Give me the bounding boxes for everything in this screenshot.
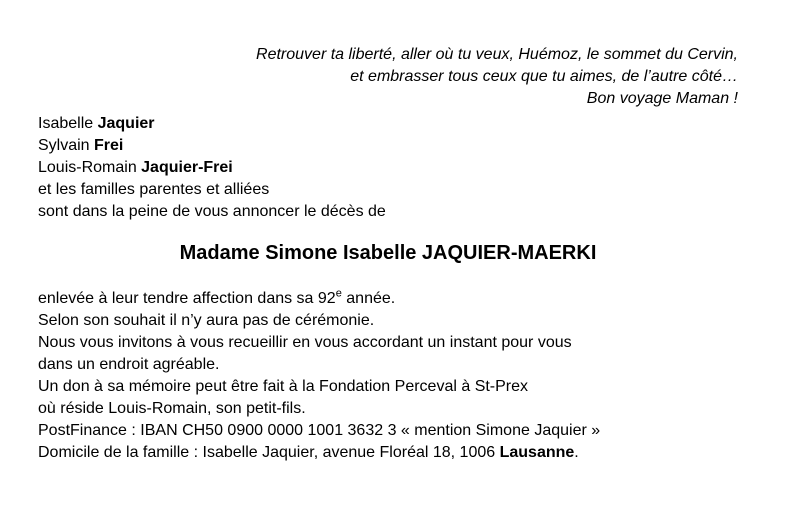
announcer-last-name: Frei bbox=[94, 137, 124, 154]
notice-body bbox=[38, 288, 804, 464]
announcer-first-name: Isabelle bbox=[38, 115, 98, 132]
donation-line-2: où réside Louis-Romain, son petit-fils. bbox=[38, 400, 306, 417]
ceremony-line: Selon son souhait il n’y aura pas de cérémonie. bbox=[38, 312, 375, 329]
address-line bbox=[38, 442, 804, 464]
announcer-last-name: Jaquier bbox=[97, 115, 155, 132]
age-line bbox=[38, 288, 804, 310]
age-ordinal-superscript: e bbox=[335, 287, 342, 300]
announcer-last-name: Jaquier-Frei bbox=[141, 159, 233, 176]
announcer-first-name: Louis-Romain bbox=[38, 159, 142, 176]
quote-line-1: Retrouver ta liberté, aller où tu veux, Huémoz, le sommet du Cervin, bbox=[256, 46, 738, 63]
family-line: et les familles parentes et alliées bbox=[38, 181, 270, 198]
address-line-text: Domicile de la famille : Isabelle Jaquier, avenue Floréal 18, 1006 bbox=[38, 444, 500, 461]
epitaph-quote bbox=[0, 44, 804, 110]
announcers-block bbox=[38, 113, 804, 223]
bank-line: PostFinance : IBAN CH50 0900 0000 1001 3632 3 « mention Simone Jaquier » bbox=[38, 422, 601, 439]
address-line-end: . bbox=[574, 444, 579, 461]
announcer-name-2 bbox=[38, 135, 804, 157]
age-line-end: année. bbox=[341, 290, 396, 307]
announcer-first-name: Sylvain bbox=[38, 137, 95, 154]
announcer-name-3 bbox=[38, 157, 804, 179]
announcer-name-1 bbox=[38, 113, 804, 135]
announcement-line: sont dans la peine de vous annoncer le décès de bbox=[38, 203, 386, 220]
invite-line-1: Nous vous invitons à vous recueillir en vous accordant un instant pour vous bbox=[38, 334, 572, 351]
deceased-name-title: Madame Simone Isabelle JAQUIER-MAERKI bbox=[179, 242, 597, 264]
quote-line-2: et embrasser tous ceux que tu aimes, de l’autre côté… bbox=[350, 68, 738, 85]
age-line-text: enlevée à leur tendre affection dans sa 92 bbox=[38, 290, 336, 307]
invite-line-2: dans un endroit agréable. bbox=[38, 356, 220, 373]
address-city: Lausanne bbox=[499, 444, 575, 461]
donation-line-1: Un don à sa mémoire peut être fait à la Fondation Perceval à St-Prex bbox=[38, 378, 529, 395]
quote-line-3: Bon voyage Maman ! bbox=[586, 90, 738, 107]
